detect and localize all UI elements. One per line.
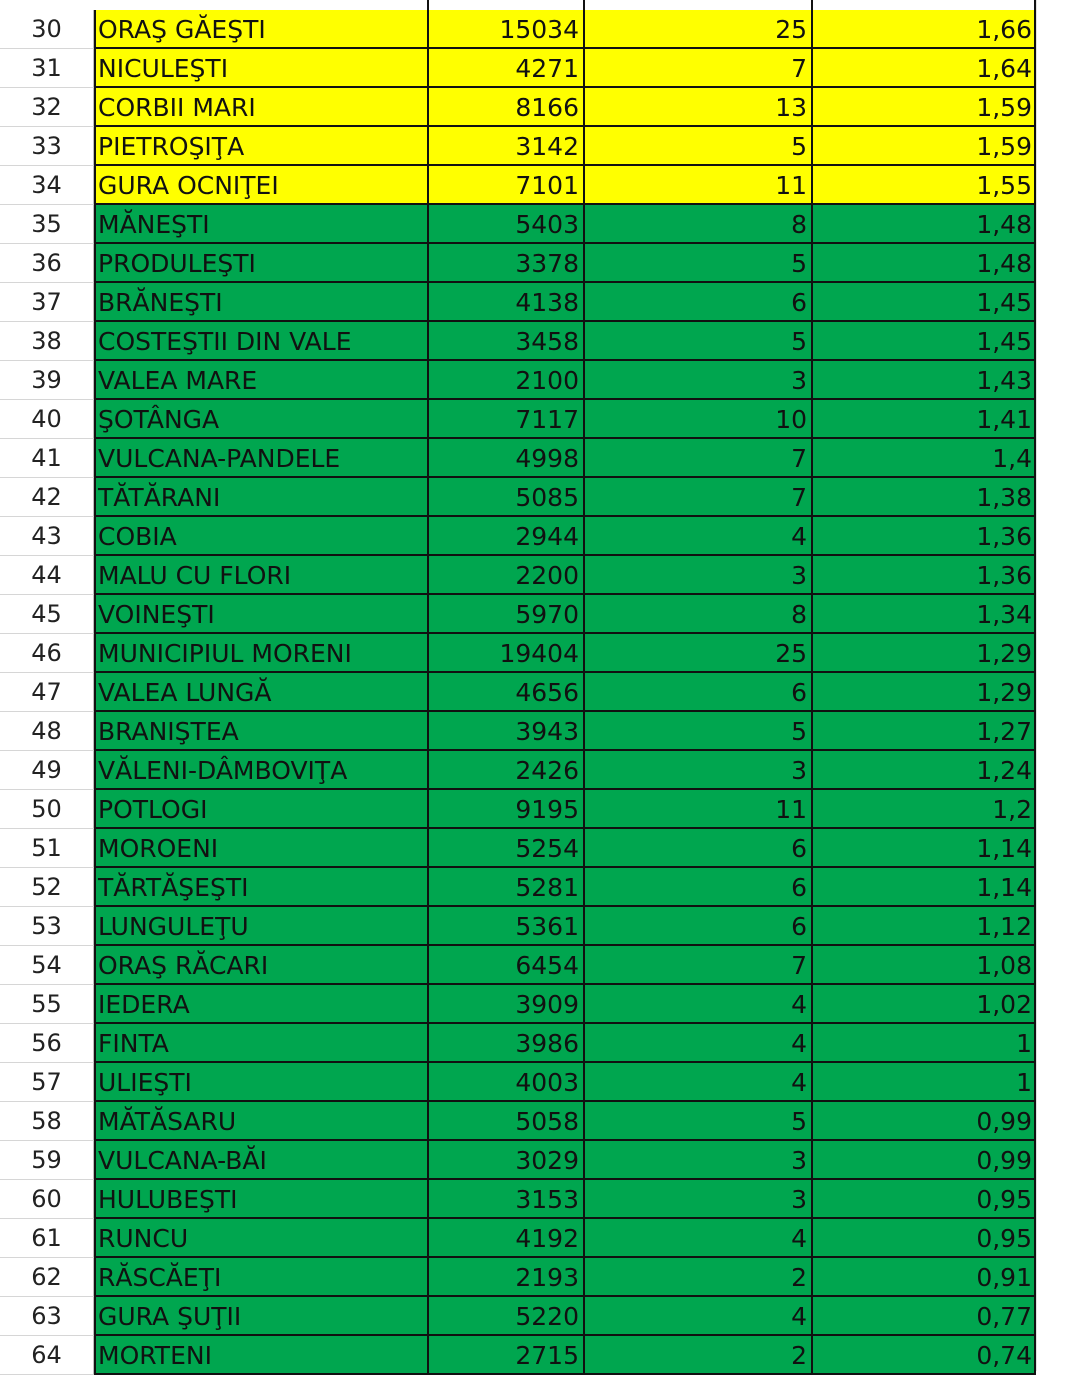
table-row — [0, 829, 1080, 868]
cell-rate[interactable]: 1,29 — [811, 634, 1036, 673]
cell-locality-name[interactable]: MĂNEŞTI — [94, 205, 427, 244]
cell-count[interactable]: 3 — [583, 1141, 811, 1180]
table-row — [0, 1102, 1080, 1141]
grid-line — [427, 0, 429, 10]
cell-count[interactable]: 6 — [583, 829, 811, 868]
cell-rate[interactable]: 1,34 — [811, 595, 1036, 634]
cell-count[interactable]: 6 — [583, 673, 811, 712]
table-row — [0, 1336, 1080, 1375]
cell-population[interactable]: 4998 — [427, 439, 583, 478]
cell-count[interactable]: 25 — [583, 634, 811, 673]
grid-line — [583, 0, 585, 10]
cell-locality-name[interactable]: VALEA LUNGĂ — [94, 673, 427, 712]
table-row — [0, 205, 1080, 244]
cell-rate[interactable]: 1,27 — [811, 712, 1036, 751]
cell-rate[interactable]: 0,99 — [811, 1141, 1036, 1180]
cell-locality-name[interactable]: CORBII MARI — [94, 88, 427, 127]
partial-row-above — [0, 0, 1080, 10]
cell-rate[interactable]: 0,95 — [811, 1180, 1036, 1219]
cell-count[interactable]: 8 — [583, 205, 811, 244]
cell-count[interactable]: 8 — [583, 595, 811, 634]
cell-locality-name[interactable]: ORAŞ GĂEŞTI — [94, 10, 427, 49]
cell-rate[interactable]: 1,02 — [811, 985, 1036, 1024]
cell-population[interactable]: 5281 — [427, 868, 583, 907]
cell-population[interactable]: 5058 — [427, 1102, 583, 1141]
row-header-number[interactable]: 58 — [0, 1102, 94, 1141]
cell-locality-name[interactable]: PRODULEŞTI — [94, 244, 427, 283]
cell-population[interactable]: 3909 — [427, 985, 583, 1024]
row-header-number[interactable]: 64 — [0, 1336, 94, 1375]
cell-rate[interactable]: 0,99 — [811, 1102, 1036, 1141]
table-row — [0, 1141, 1080, 1180]
cell-locality-name[interactable]: ORAŞ RĂCARI — [94, 946, 427, 985]
cell-count[interactable]: 4 — [583, 517, 811, 556]
cell-locality-name[interactable]: ŞOTÂNGA — [94, 400, 427, 439]
cell-population[interactable]: 4003 — [427, 1063, 583, 1102]
row-header-number[interactable]: 49 — [0, 751, 94, 790]
cell-rate[interactable]: 0,95 — [811, 1219, 1036, 1258]
cell-count[interactable]: 2 — [583, 1336, 811, 1375]
cell-population[interactable]: 2193 — [427, 1258, 583, 1297]
cell-locality-name[interactable]: MUNICIPIUL MORENI — [94, 634, 427, 673]
cell-count[interactable]: 4 — [583, 985, 811, 1024]
row-header-number[interactable]: 35 — [0, 205, 94, 244]
cell-count[interactable]: 7 — [583, 439, 811, 478]
cell-population[interactable]: 7101 — [427, 166, 583, 205]
cell-locality-name[interactable]: VOINEŞTI — [94, 595, 427, 634]
cell-count[interactable]: 4 — [583, 1024, 811, 1063]
cell-rate[interactable]: 1,43 — [811, 361, 1036, 400]
cell-locality-name[interactable]: MALU CU FLORI — [94, 556, 427, 595]
cell-locality-name[interactable]: IEDERA — [94, 985, 427, 1024]
table-row — [0, 634, 1080, 673]
cell-count[interactable]: 5 — [583, 712, 811, 751]
cell-population[interactable]: 2200 — [427, 556, 583, 595]
table-row — [0, 361, 1080, 400]
cell-population[interactable]: 3986 — [427, 1024, 583, 1063]
cell-rate[interactable]: 1,48 — [811, 205, 1036, 244]
cell-rate[interactable]: 1,55 — [811, 166, 1036, 205]
cell-rate[interactable]: 1,14 — [811, 829, 1036, 868]
row-header-number[interactable]: 44 — [0, 556, 94, 595]
cell-locality-name[interactable]: MOROENI — [94, 829, 427, 868]
cell-locality-name[interactable]: RĂSCĂEŢI — [94, 1258, 427, 1297]
cell-locality-name[interactable]: COBIA — [94, 517, 427, 556]
cell-locality-name[interactable]: VULCANA-PANDELE — [94, 439, 427, 478]
row-header-number[interactable]: 37 — [0, 283, 94, 322]
cell-population[interactable]: 3378 — [427, 244, 583, 283]
table-row — [0, 88, 1080, 127]
row-header-number[interactable]: 47 — [0, 673, 94, 712]
table-row — [0, 244, 1080, 283]
cell-count[interactable]: 6 — [583, 283, 811, 322]
row-header-number[interactable]: 56 — [0, 1024, 94, 1063]
cell-locality-name[interactable]: MĂTĂSARU — [94, 1102, 427, 1141]
cell-rate[interactable]: 1,4 — [811, 439, 1036, 478]
cell-count[interactable]: 5 — [583, 322, 811, 361]
row-header-number[interactable]: 36 — [0, 244, 94, 283]
cell-locality-name[interactable]: POTLOGI — [94, 790, 427, 829]
table-row — [0, 985, 1080, 1024]
cell-rate[interactable]: 1,12 — [811, 907, 1036, 946]
row-header-number[interactable]: 30 — [0, 10, 94, 49]
table-row — [0, 673, 1080, 712]
cell-count[interactable]: 10 — [583, 400, 811, 439]
cell-rate[interactable]: 0,77 — [811, 1297, 1036, 1336]
cell-count[interactable]: 3 — [583, 1180, 811, 1219]
cell-rate[interactable]: 1 — [811, 1063, 1036, 1102]
cell-rate[interactable]: 1,36 — [811, 556, 1036, 595]
cell-count[interactable]: 5 — [583, 1102, 811, 1141]
row-header-number[interactable]: 50 — [0, 790, 94, 829]
cell-locality-name[interactable]: HULUBEŞTI — [94, 1180, 427, 1219]
cell-rate[interactable]: 1,14 — [811, 868, 1036, 907]
table-row — [0, 166, 1080, 205]
cell-population[interactable]: 2944 — [427, 517, 583, 556]
cell-population[interactable]: 19404 — [427, 634, 583, 673]
cell-population[interactable]: 9195 — [427, 790, 583, 829]
cell-population[interactable]: 15034 — [427, 10, 583, 49]
table-row — [0, 946, 1080, 985]
cell-population[interactable]: 5403 — [427, 205, 583, 244]
cell-population[interactable]: 4138 — [427, 283, 583, 322]
table-row — [0, 1219, 1080, 1258]
row-header-number[interactable]: 57 — [0, 1063, 94, 1102]
cell-population[interactable]: 2100 — [427, 361, 583, 400]
cell-count[interactable]: 3 — [583, 361, 811, 400]
cell-count[interactable]: 11 — [583, 166, 811, 205]
cell-rate[interactable]: 0,74 — [811, 1336, 1036, 1375]
cell-population[interactable]: 7117 — [427, 400, 583, 439]
cell-rate[interactable]: 1,36 — [811, 517, 1036, 556]
table-row — [0, 49, 1080, 88]
table-row — [0, 907, 1080, 946]
row-header-number[interactable]: 34 — [0, 166, 94, 205]
cell-count[interactable]: 7 — [583, 946, 811, 985]
cell-rate[interactable]: 1,48 — [811, 244, 1036, 283]
row-header-number[interactable]: 42 — [0, 478, 94, 517]
cell-locality-name[interactable]: ULIEŞTI — [94, 1063, 427, 1102]
cell-locality-name[interactable]: RUNCU — [94, 1219, 427, 1258]
table-row — [0, 1258, 1080, 1297]
row-header-number[interactable]: 60 — [0, 1180, 94, 1219]
row-header-number[interactable]: 52 — [0, 868, 94, 907]
row-header-number[interactable]: 62 — [0, 1258, 94, 1297]
cell-locality-name[interactable]: GURA ŞUŢII — [94, 1297, 427, 1336]
row-header-number[interactable]: 43 — [0, 517, 94, 556]
cell-locality-name[interactable]: GURA OCNIŢEI — [94, 166, 427, 205]
cell-count[interactable]: 6 — [583, 907, 811, 946]
cell-rate[interactable]: 1,2 — [811, 790, 1036, 829]
cell-rate[interactable]: 1,59 — [811, 127, 1036, 166]
table-row — [0, 478, 1080, 517]
cell-rate[interactable]: 1,66 — [811, 10, 1036, 49]
row-header-number[interactable]: 33 — [0, 127, 94, 166]
table-row — [0, 127, 1080, 166]
cell-locality-name[interactable]: FINTA — [94, 1024, 427, 1063]
table-row — [0, 868, 1080, 907]
cell-count[interactable]: 13 — [583, 88, 811, 127]
cell-locality-name[interactable]: VULCANA-BĂI — [94, 1141, 427, 1180]
cell-population[interactable]: 3029 — [427, 1141, 583, 1180]
table-row — [0, 283, 1080, 322]
cell-population[interactable]: 5254 — [427, 829, 583, 868]
row-header-number[interactable]: 54 — [0, 946, 94, 985]
row-header-number[interactable]: 63 — [0, 1297, 94, 1336]
cell-rate[interactable]: 1,45 — [811, 322, 1036, 361]
cell-count[interactable]: 4 — [583, 1063, 811, 1102]
cell-population[interactable]: 5970 — [427, 595, 583, 634]
row-header-number[interactable]: 51 — [0, 829, 94, 868]
cell-locality-name[interactable]: MORTENI — [94, 1336, 427, 1375]
table-row — [0, 400, 1080, 439]
row-header-number[interactable]: 55 — [0, 985, 94, 1024]
table-row — [0, 556, 1080, 595]
row-header-number[interactable]: 40 — [0, 400, 94, 439]
row-header-number[interactable]: 53 — [0, 907, 94, 946]
cell-rate[interactable]: 1,59 — [811, 88, 1036, 127]
cell-rate[interactable]: 1,24 — [811, 751, 1036, 790]
cell-population[interactable]: 6454 — [427, 946, 583, 985]
row-header-number[interactable]: 45 — [0, 595, 94, 634]
row-header-number[interactable]: 38 — [0, 322, 94, 361]
cell-locality-name[interactable]: TĂRTĂŞEŞTI — [94, 868, 427, 907]
cell-count[interactable]: 4 — [583, 1219, 811, 1258]
row-header-number[interactable]: 41 — [0, 439, 94, 478]
cell-rate[interactable]: 1,41 — [811, 400, 1036, 439]
cell-population[interactable]: 4192 — [427, 1219, 583, 1258]
cell-rate[interactable]: 1,08 — [811, 946, 1036, 985]
cell-population[interactable]: 2715 — [427, 1336, 583, 1375]
row-header-number[interactable]: 59 — [0, 1141, 94, 1180]
cell-count[interactable]: 25 — [583, 10, 811, 49]
cell-locality-name[interactable]: PIETROŞIŢA — [94, 127, 427, 166]
cell-population[interactable]: 5085 — [427, 478, 583, 517]
table-row — [0, 1063, 1080, 1102]
row-header-number[interactable]: 31 — [0, 49, 94, 88]
cell-population[interactable]: 3458 — [427, 322, 583, 361]
cell-population[interactable]: 3943 — [427, 712, 583, 751]
cell-count[interactable]: 2 — [583, 1258, 811, 1297]
table-row — [0, 751, 1080, 790]
table-row — [0, 595, 1080, 634]
cell-rate[interactable]: 1,64 — [811, 49, 1036, 88]
cell-rate[interactable]: 1,45 — [811, 283, 1036, 322]
row-header-number[interactable]: 61 — [0, 1219, 94, 1258]
table-row — [0, 517, 1080, 556]
cell-count[interactable]: 3 — [583, 751, 811, 790]
cell-count[interactable]: 5 — [583, 127, 811, 166]
table-row — [0, 1297, 1080, 1336]
cell-rate[interactable]: 1,38 — [811, 478, 1036, 517]
cell-population[interactable]: 4656 — [427, 673, 583, 712]
cell-rate[interactable]: 1,29 — [811, 673, 1036, 712]
table-row — [0, 712, 1080, 751]
cell-count[interactable]: 4 — [583, 1297, 811, 1336]
cell-population[interactable]: 2426 — [427, 751, 583, 790]
cell-population[interactable]: 3142 — [427, 127, 583, 166]
table-row — [0, 1180, 1080, 1219]
cell-count[interactable]: 7 — [583, 478, 811, 517]
cell-locality-name[interactable]: VĂLENI-DÂMBOVIŢA — [94, 751, 427, 790]
cell-rate[interactable]: 1 — [811, 1024, 1036, 1063]
row-header-number[interactable]: 39 — [0, 361, 94, 400]
cell-locality-name[interactable]: VALEA MARE — [94, 361, 427, 400]
table-row — [0, 1024, 1080, 1063]
cell-rate[interactable]: 0,91 — [811, 1258, 1036, 1297]
next-column-area — [1036, 0, 1080, 1371]
cell-population[interactable]: 3153 — [427, 1180, 583, 1219]
cell-locality-name[interactable]: BRĂNEŞTI — [94, 283, 427, 322]
cell-count[interactable]: 5 — [583, 244, 811, 283]
table-row — [0, 439, 1080, 478]
cell-locality-name[interactable]: TĂTĂRANI — [94, 478, 427, 517]
table-row — [0, 322, 1080, 361]
table-row — [0, 10, 1080, 49]
cell-population[interactable]: 8166 — [427, 88, 583, 127]
table-row — [0, 790, 1080, 829]
cell-locality-name[interactable]: NICULEŞTI — [94, 49, 427, 88]
cell-locality-name[interactable]: COSTEŞTII DIN VALE — [94, 322, 427, 361]
cell-population[interactable]: 5361 — [427, 907, 583, 946]
cell-locality-name[interactable]: BRANIŞTEA — [94, 712, 427, 751]
row-header-number[interactable]: 32 — [0, 88, 94, 127]
cell-count[interactable]: 11 — [583, 790, 811, 829]
row-header-number[interactable]: 48 — [0, 712, 94, 751]
cell-locality-name[interactable]: LUNGULEŢU — [94, 907, 427, 946]
cell-population[interactable]: 5220 — [427, 1297, 583, 1336]
row-header-number[interactable]: 46 — [0, 634, 94, 673]
cell-population[interactable]: 4271 — [427, 49, 583, 88]
cell-count[interactable]: 3 — [583, 556, 811, 595]
grid-line — [811, 0, 813, 10]
cell-count[interactable]: 7 — [583, 49, 811, 88]
cell-count[interactable]: 6 — [583, 868, 811, 907]
